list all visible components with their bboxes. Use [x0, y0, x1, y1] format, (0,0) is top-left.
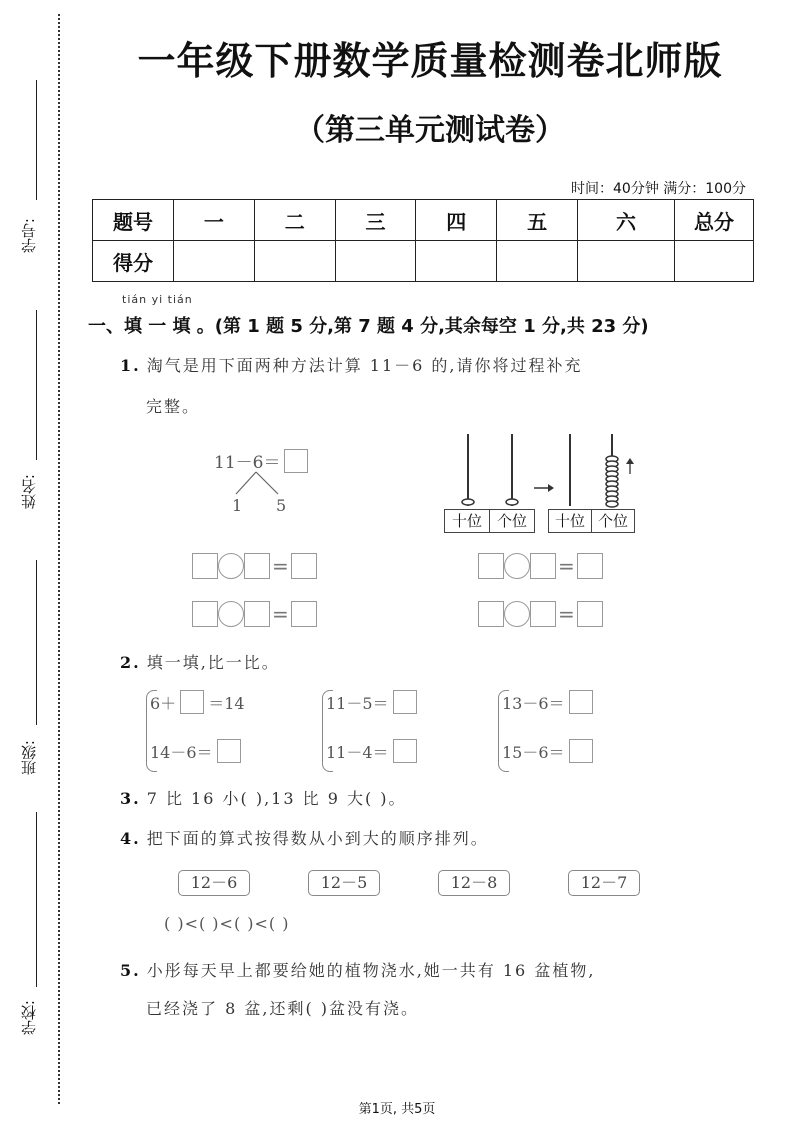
operator-circle[interactable] [218, 601, 244, 627]
expr-part: 11－5＝ [326, 693, 389, 713]
expression-card: 12－8 [438, 870, 510, 896]
operator-circle[interactable] [218, 553, 244, 579]
score-table-header: 五 [497, 200, 578, 241]
question-3 [120, 786, 407, 809]
question-1-line2: 完整。 [146, 397, 201, 416]
question-1 [120, 353, 583, 376]
section-heading: 一、填 一 填 。(第 1 题 5 分,第 7 题 4 分,其余每空 1 分,共 23 分) [88, 316, 649, 337]
answer-box[interactable] [478, 601, 504, 627]
abacus-ones-label: 个位 [496, 512, 527, 530]
abacus-labels-right [548, 509, 635, 533]
score-table-header-row [93, 200, 754, 241]
expression-card: 12－6 [178, 870, 250, 896]
q1-answer-row [478, 553, 603, 579]
class-line [36, 560, 37, 725]
abacus-ones-label: 个位 [597, 512, 628, 530]
ordering-answer-line[interactable]: ( )<( )<( )<( ) [164, 914, 290, 933]
question-5 [120, 958, 595, 981]
score-label: 得分 [93, 241, 174, 282]
score-table-score-row [93, 241, 754, 282]
question-number: 1. [120, 356, 141, 375]
answer-box[interactable] [530, 601, 556, 627]
q1-answer-row [478, 601, 603, 627]
equals-sign: = [558, 554, 575, 578]
expr-part: 6＋ [150, 693, 177, 713]
expression-card: 12－5 [308, 870, 380, 896]
score-table-header: 总分 [675, 200, 754, 241]
q1-expression-text: 11－6＝ [214, 453, 281, 473]
answer-box[interactable] [192, 553, 218, 579]
binding-dotted-line [58, 14, 60, 1104]
name-line [36, 310, 37, 460]
score-cell[interactable] [335, 241, 416, 282]
answer-box[interactable] [192, 601, 218, 627]
class-label: 班级: [20, 740, 38, 776]
question-text: 小彤每天早上都要给她的植物浇水,她一共有 16 盆植物, [146, 961, 596, 980]
section-pinyin: tián yi tián [122, 293, 193, 306]
question-4 [120, 826, 489, 849]
score-table-header: 二 [254, 200, 335, 241]
split-right-number: 5 [276, 496, 287, 515]
answer-box[interactable] [577, 601, 603, 627]
equals-sign: = [272, 554, 289, 578]
q1-answer-row [192, 553, 317, 579]
score-cell[interactable] [416, 241, 497, 282]
split-lines [226, 470, 286, 496]
answer-box[interactable] [530, 553, 556, 579]
answer-box[interactable] [393, 739, 417, 763]
answer-box[interactable] [244, 553, 270, 579]
question-2 [120, 650, 280, 673]
score-cell[interactable] [497, 241, 578, 282]
q2-expression [326, 739, 417, 763]
answer-box[interactable] [393, 690, 417, 714]
student-id-label: 学号: [20, 218, 38, 254]
name-label: 姓名: [20, 474, 38, 510]
q2-expression [150, 690, 245, 714]
answer-box[interactable] [569, 739, 593, 763]
score-cell[interactable] [675, 241, 754, 282]
time-info: 时间：40分钟 满分：100分 [571, 181, 746, 197]
expression-card: 12－7 [568, 870, 640, 896]
answer-box[interactable] [291, 553, 317, 579]
question-text: 填一填,比一比。 [146, 653, 280, 672]
abacus-diagram [444, 430, 640, 510]
operator-circle[interactable] [504, 553, 530, 579]
question-5-line2: 已经浇了 8 盆,还剩( )盆没有浇。 [146, 999, 420, 1018]
school-label: 学校: [20, 1000, 38, 1036]
q2-expression [502, 690, 593, 714]
score-table-header: 六 [578, 200, 675, 241]
page-footer: 第1页, 共5页 [358, 1102, 436, 1117]
score-table-header: 三 [335, 200, 416, 241]
abacus-labels-left [444, 509, 535, 533]
page-subtitle: （第三单元测试卷） [295, 113, 565, 148]
expr-part: 13－6＝ [502, 693, 565, 713]
score-cell[interactable] [578, 241, 675, 282]
answer-box[interactable] [217, 739, 241, 763]
question-text: 淘气是用下面两种方法计算 11－6 的,请你将过程补充 [146, 356, 583, 375]
abacus-tens-label: 十位 [549, 510, 592, 532]
question-text: 把下面的算式按得数从小到大的顺序排列。 [146, 829, 489, 848]
answer-box[interactable] [244, 601, 270, 627]
expr-part: ＝14 [208, 693, 245, 713]
answer-box[interactable] [284, 449, 308, 473]
equals-sign: = [272, 602, 289, 626]
equals-sign: = [558, 602, 575, 626]
split-left-number: 1 [232, 496, 243, 515]
answer-box[interactable] [291, 601, 317, 627]
school-line [36, 812, 37, 987]
q2-expression [150, 739, 241, 763]
question-number: 3. [120, 789, 141, 808]
answer-box[interactable] [180, 690, 204, 714]
question-number: 5. [120, 961, 141, 980]
expr-part: 11－4＝ [326, 742, 389, 762]
score-cell[interactable] [174, 241, 255, 282]
score-table-header: 一 [174, 200, 255, 241]
q1-answer-row [192, 601, 317, 627]
page-title: 一年级下册数学质量检测卷北师版 [137, 39, 723, 83]
expr-part: 15－6＝ [502, 742, 565, 762]
answer-box[interactable] [569, 690, 593, 714]
question-number: 2. [120, 653, 141, 672]
score-table-header: 四 [416, 200, 497, 241]
q2-expression [502, 739, 593, 763]
abacus-tens-label: 十位 [445, 510, 490, 532]
answer-box[interactable] [478, 553, 504, 579]
student-id-line [36, 80, 37, 200]
q2-expression [326, 690, 417, 714]
score-cell[interactable] [254, 241, 335, 282]
question-number: 4. [120, 829, 141, 848]
question-text: 7 比 16 小( ),13 比 9 大( )。 [146, 789, 407, 808]
operator-circle[interactable] [504, 601, 530, 627]
answer-box[interactable] [577, 553, 603, 579]
expr-part: 14－6＝ [150, 742, 213, 762]
score-table [92, 199, 754, 282]
score-table-header: 题号 [93, 200, 174, 241]
